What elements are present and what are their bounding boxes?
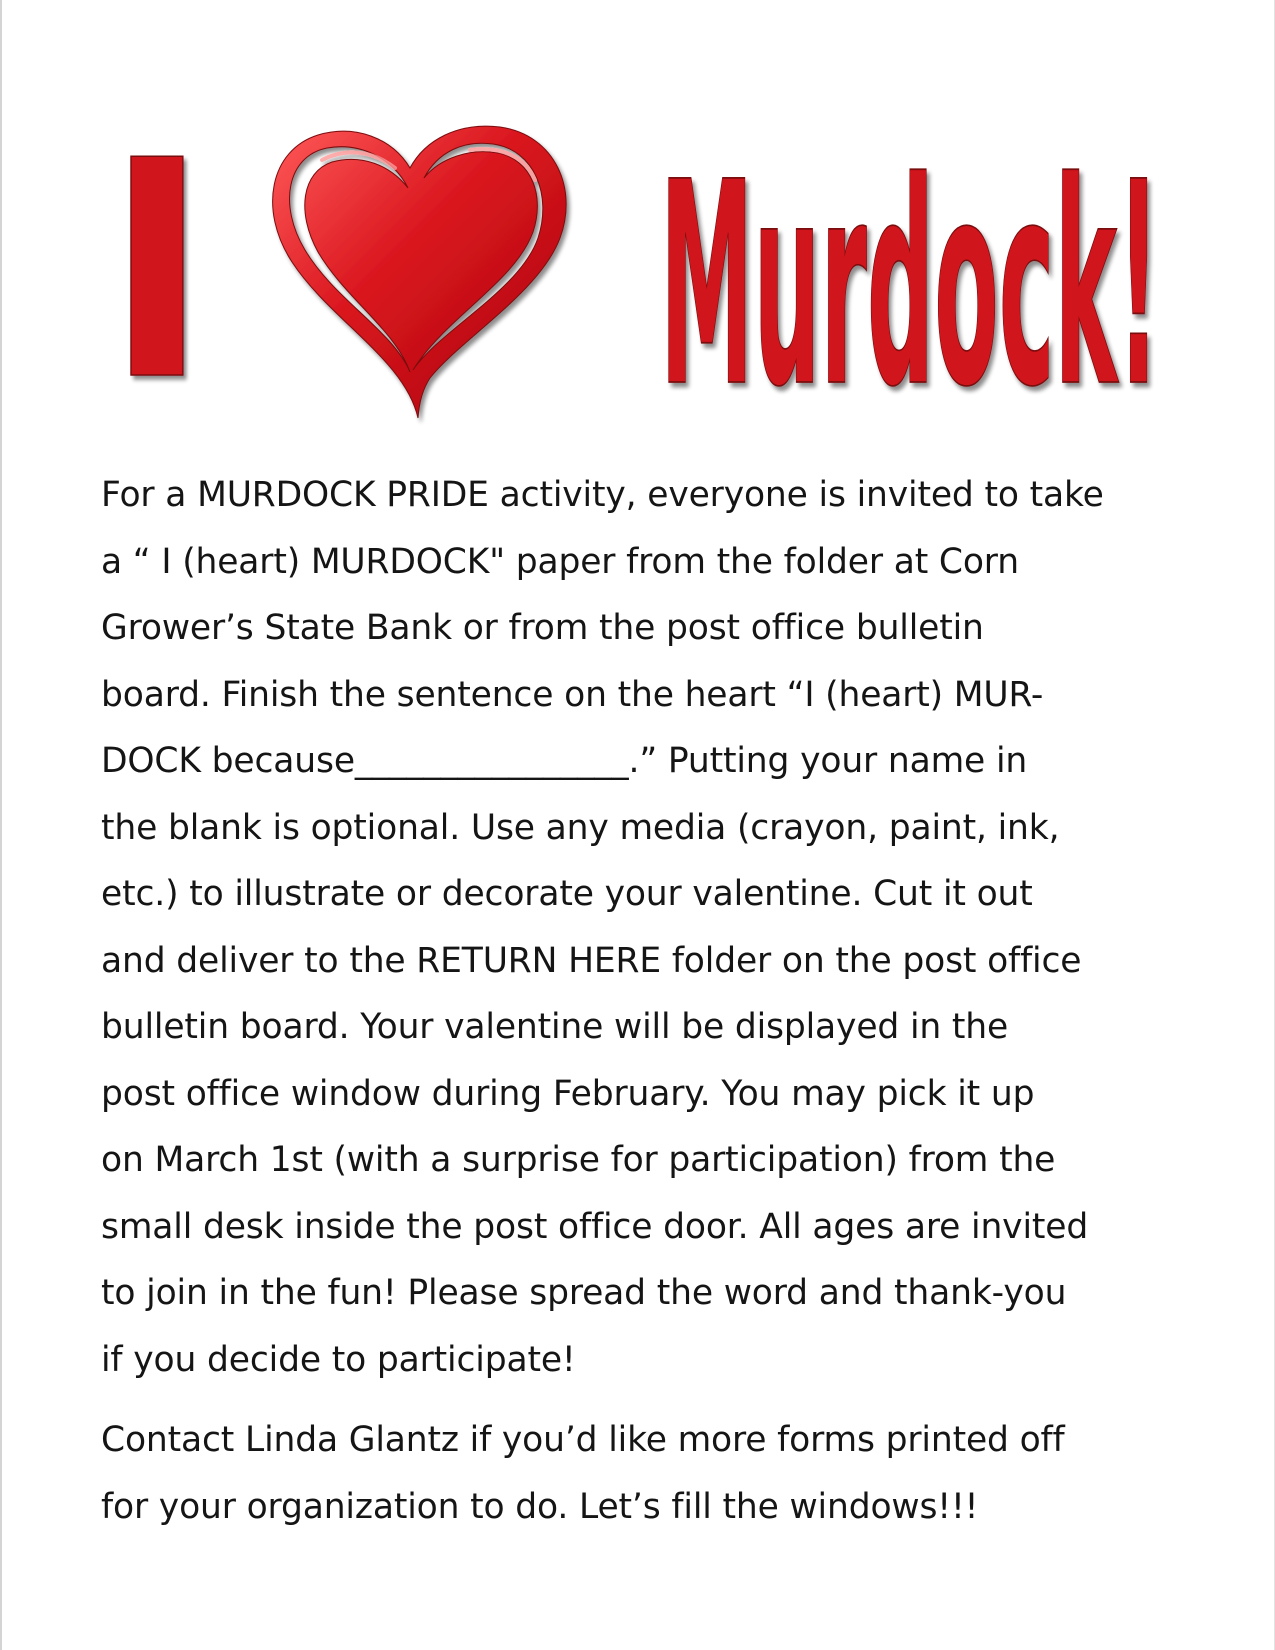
body-line: bulletin board. Your valentine will be displayed in the xyxy=(101,1007,1009,1047)
body-line: small desk inside the post office door. All ages are invited xyxy=(101,1206,1089,1247)
body-line: if you decide to participate! xyxy=(101,1339,576,1380)
heart-icon xyxy=(273,126,567,418)
header-logo xyxy=(0,0,1275,440)
logo-word-murdock: Murdock! xyxy=(660,122,1160,440)
body-line: and deliver to the RETURN HERE folder on the post office xyxy=(101,940,1082,981)
body-line: For a MURDOCK PRIDE activity, everyone is invited to take xyxy=(101,475,1104,515)
body-line: the blank is optional. Use any media (crayon, paint, ink, xyxy=(101,807,1060,848)
body-line: a “ I (heart) MURDOCK" paper from the folder at Corn xyxy=(101,541,1019,582)
announcement-body xyxy=(101,462,1211,1540)
body-line: Grower’s State Bank or from the post office bulletin xyxy=(101,608,984,648)
logo-letter-i: I xyxy=(105,96,209,440)
body-line: to join in the fun! Please spread the word and thank-you xyxy=(101,1273,1067,1313)
body-line: DOCK because________________.” Putting your name in xyxy=(101,741,1028,781)
contact-line: for your organization to do. Let’s fill the windows!!! xyxy=(101,1486,979,1527)
contact-line: Contact Linda Glantz if you’d like more forms printed off xyxy=(101,1420,1065,1460)
body-line: post office window during February. You may pick it up xyxy=(101,1073,1035,1114)
contact-paragraph xyxy=(101,1407,1211,1540)
body-line: etc.) to illustrate or decorate your valentine. Cut it out xyxy=(101,874,1033,914)
body-line: board. Finish the sentence on the heart “I (heart) MUR- xyxy=(101,674,1044,715)
body-line: on March 1st (with a surprise for participation) from the xyxy=(101,1140,1056,1180)
